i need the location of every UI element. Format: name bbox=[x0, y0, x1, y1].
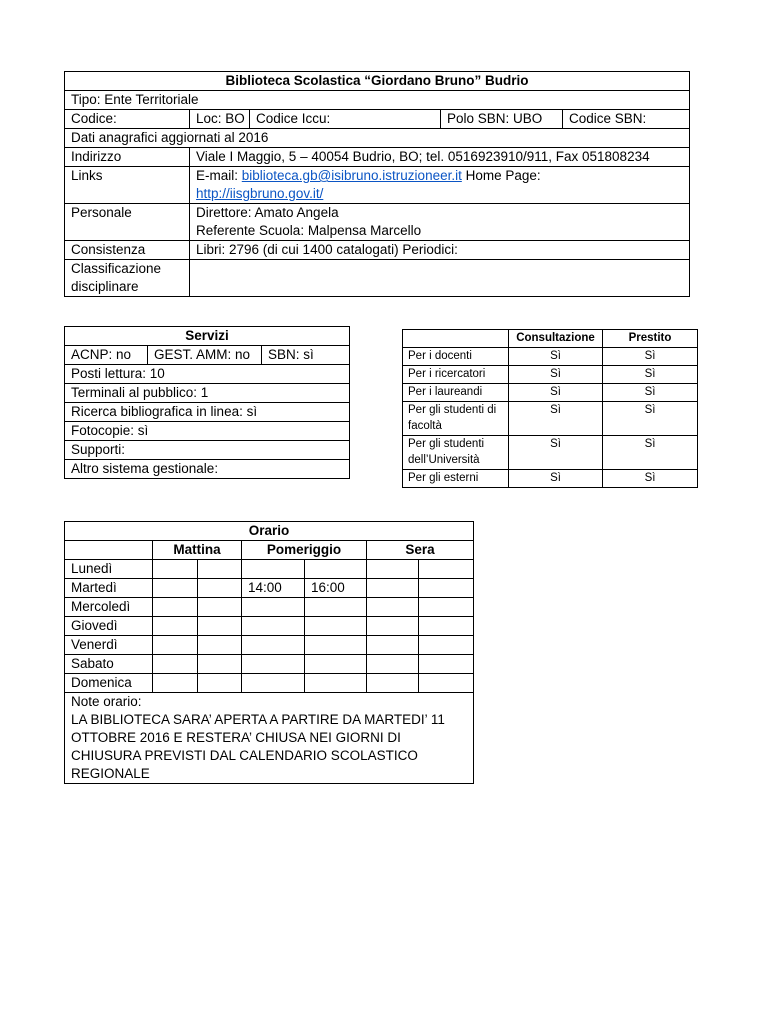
orario-slot bbox=[419, 655, 474, 674]
dati-anagrafici: Dati anagrafici aggiornati al 2016 bbox=[65, 129, 690, 148]
homepage-label: Home Page: bbox=[461, 168, 541, 183]
orario-row bbox=[65, 579, 474, 598]
consult-header-empty bbox=[403, 330, 509, 348]
orario-slot bbox=[153, 617, 198, 636]
orario-slot bbox=[367, 636, 419, 655]
orario-slot bbox=[305, 598, 367, 617]
consult-value: Sì bbox=[509, 348, 603, 366]
orario-slot bbox=[419, 560, 474, 579]
pomeriggio-header: Pomeriggio bbox=[242, 541, 367, 560]
orario-slot bbox=[305, 674, 367, 693]
orario-row bbox=[65, 674, 474, 693]
orario-slot bbox=[198, 617, 242, 636]
homepage-link[interactable]: http://iisgbruno.gov.it/ bbox=[196, 186, 324, 201]
orario-row bbox=[65, 617, 474, 636]
consult-value: Sì bbox=[509, 366, 603, 384]
orario-slot bbox=[419, 674, 474, 693]
consult-value: Sì bbox=[509, 436, 603, 470]
orario-slot bbox=[242, 617, 305, 636]
library-title: Biblioteca Scolastica “Giordano Bruno” Budrio bbox=[65, 72, 690, 91]
orario-slot bbox=[367, 674, 419, 693]
orario-slot bbox=[367, 617, 419, 636]
prestito-value: Sì bbox=[603, 348, 698, 366]
orario-day: Sabato bbox=[65, 655, 153, 674]
orario-days bbox=[65, 560, 474, 693]
servizi-row: Altro sistema gestionale: bbox=[65, 460, 350, 479]
direttore: Direttore: Amato Angela bbox=[196, 205, 339, 220]
orario-slot bbox=[305, 617, 367, 636]
gest-amm-field: GEST. AMM: no bbox=[148, 346, 262, 365]
consult-row-label: Per gli esterni bbox=[403, 470, 509, 488]
orario-slot bbox=[367, 579, 419, 598]
servizi-title: Servizi bbox=[65, 327, 350, 346]
consult-row-label: Per i ricercatori bbox=[403, 366, 509, 384]
orario-slot bbox=[367, 655, 419, 674]
orario-slot bbox=[419, 598, 474, 617]
orario-row bbox=[65, 636, 474, 655]
email-link[interactable]: biblioteca.gb@isibruno.istruzioneer.it bbox=[241, 168, 462, 183]
orario-slot bbox=[198, 579, 242, 598]
orario-day: Mercoledì bbox=[65, 598, 153, 617]
sbn-field: SBN: sì bbox=[262, 346, 350, 365]
orario-day: Venerdì bbox=[65, 636, 153, 655]
codice-field: Codice: bbox=[65, 110, 190, 129]
consultazione-header: Consultazione bbox=[509, 330, 603, 348]
orario-slot bbox=[242, 598, 305, 617]
indirizzo-label: Indirizzo bbox=[65, 148, 190, 167]
orario-day: Giovedì bbox=[65, 617, 153, 636]
library-info-table bbox=[64, 71, 690, 297]
orario-slot bbox=[153, 579, 198, 598]
servizi-row: Supporti: bbox=[65, 441, 350, 460]
prestito-value: Sì bbox=[603, 366, 698, 384]
prestito-value: Sì bbox=[603, 384, 698, 402]
orario-slot bbox=[305, 655, 367, 674]
acnp-field: ACNP: no bbox=[65, 346, 148, 365]
consult-value: Sì bbox=[509, 384, 603, 402]
prestito-value: Sì bbox=[603, 470, 698, 488]
note-orario-text: LA BIBLIOTECA SARA’ APERTA A PARTIRE DA MARTEDI’ 11 OTTOBRE 2016 E RESTERA’ CHIUSA NEI GIORNI DI CHIUSURA PREVISTI DAL CALENDARIO SCOLASTICO REGIONALE bbox=[71, 712, 445, 781]
orario-day: Martedì bbox=[65, 579, 153, 598]
loc-field: Loc: BO bbox=[190, 110, 250, 129]
classificazione-value bbox=[190, 260, 690, 297]
orario-day: Domenica bbox=[65, 674, 153, 693]
orario-slot bbox=[153, 560, 198, 579]
orario-row bbox=[65, 560, 474, 579]
orario-slot bbox=[198, 674, 242, 693]
links-label: Links bbox=[65, 167, 190, 204]
orario-row bbox=[65, 598, 474, 617]
classificazione-label: Classificazione disciplinare bbox=[65, 260, 190, 297]
consult-row-label: Per gli studenti dell’Università bbox=[403, 436, 509, 470]
note-orario-label: Note orario: bbox=[71, 694, 142, 709]
servizi-row: Posti lettura: 10 bbox=[65, 365, 350, 384]
sera-header: Sera bbox=[367, 541, 474, 560]
orario-slot bbox=[242, 655, 305, 674]
polo-sbn-field: Polo SBN: UBO bbox=[441, 110, 563, 129]
consult-value: Sì bbox=[509, 402, 603, 436]
prestito-value: Sì bbox=[603, 402, 698, 436]
orario-slot bbox=[198, 560, 242, 579]
orario-slot bbox=[419, 617, 474, 636]
orario-header-empty bbox=[65, 541, 153, 560]
servizi-row: Terminali al pubblico: 1 bbox=[65, 384, 350, 403]
orario-day: Lunedì bbox=[65, 560, 153, 579]
servizi-table bbox=[64, 326, 350, 479]
referente: Referente Scuola: Malpensa Marcello bbox=[196, 223, 422, 238]
links-value bbox=[190, 167, 690, 204]
tipo-field: Tipo: Ente Territoriale bbox=[65, 91, 690, 110]
orario-slot bbox=[367, 560, 419, 579]
servizi-row: Fotocopie: sì bbox=[65, 422, 350, 441]
personale-value bbox=[190, 204, 690, 241]
orario-row bbox=[65, 655, 474, 674]
consult-value: Sì bbox=[509, 470, 603, 488]
prestito-header: Prestito bbox=[603, 330, 698, 348]
orario-slot bbox=[305, 636, 367, 655]
note-orario bbox=[65, 693, 474, 784]
orario-slot: 16:00 bbox=[305, 579, 367, 598]
consult-row-label: Per i laureandi bbox=[403, 384, 509, 402]
orario-slot bbox=[153, 636, 198, 655]
mattina-header: Mattina bbox=[153, 541, 242, 560]
orario-slot: 14:00 bbox=[242, 579, 305, 598]
codice-iccu-field: Codice Iccu: bbox=[250, 110, 441, 129]
personale-label: Personale bbox=[65, 204, 190, 241]
consult-row-label: Per i docenti bbox=[403, 348, 509, 366]
email-prefix: E-mail: bbox=[196, 168, 242, 183]
orario-slot bbox=[198, 655, 242, 674]
prestito-value: Sì bbox=[603, 436, 698, 470]
orario-slot bbox=[367, 598, 419, 617]
consult-row-label: Per gli studenti di facoltà bbox=[403, 402, 509, 436]
orario-slot bbox=[419, 579, 474, 598]
orario-title: Orario bbox=[65, 522, 474, 541]
orario-slot bbox=[198, 598, 242, 617]
orario-slot bbox=[242, 560, 305, 579]
indirizzo-value: Viale I Maggio, 5 – 40054 Budrio, BO; tel. 0516923910/911, Fax 051808234 bbox=[190, 148, 690, 167]
consultazione-prestito-table bbox=[402, 329, 698, 488]
orario-slot bbox=[153, 655, 198, 674]
codice-sbn-field: Codice SBN: bbox=[563, 110, 690, 129]
consistenza-value: Libri: 2796 (di cui 1400 catalogati) Periodici: bbox=[190, 241, 690, 260]
servizi-row: Ricerca bibliografica in linea: sì bbox=[65, 403, 350, 422]
orario-slot bbox=[153, 674, 198, 693]
orario-slot bbox=[198, 636, 242, 655]
orario-slot bbox=[242, 636, 305, 655]
orario-table bbox=[64, 521, 474, 784]
orario-slot bbox=[419, 636, 474, 655]
orario-slot bbox=[242, 674, 305, 693]
orario-slot bbox=[305, 560, 367, 579]
orario-slot bbox=[153, 598, 198, 617]
consistenza-label: Consistenza bbox=[65, 241, 190, 260]
